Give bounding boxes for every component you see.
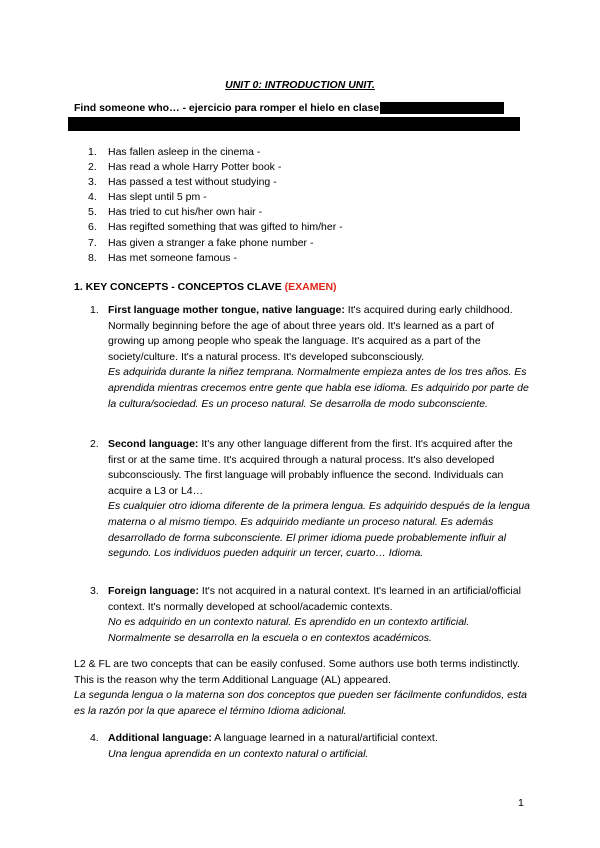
list-text: Has passed a test without studying - (108, 176, 277, 189)
list-item (88, 205, 343, 220)
concept-number: 2. (90, 438, 99, 450)
exam-tag: (EXAMEN) (284, 281, 337, 293)
list-number: 6. (88, 221, 97, 234)
find-someone-heading (74, 102, 504, 115)
concept-definition-es: Es cualquier otro idioma diferente de la primera lengua. Es adquirido después de la lengua materna o al mismo tiempo. Es adquirido mediante un proceso natural. Es además desarrollado de forma subconsciente. El primer idioma puede probablemente influir al segundo. Los individuos pueden adquirir un tercer, cuarto… Idioma. (108, 500, 531, 560)
paragraph-en: L2 & FL are two concepts that can be easily confused. Some authors use both terms indistinctly. This is the reason why the term Additional Language (AL) appeared. (74, 658, 520, 686)
concept-definition-en: A language learned in a natural/artificial context. (211, 732, 438, 744)
concept-definition-en: It's not acquired in a natural context. It's learned in an artificial/official context. It's normally developed at school/academic contexts. (108, 585, 521, 613)
list-text: Has met someone famous - (108, 251, 237, 264)
list-number: 1. (88, 146, 97, 158)
section-heading-text: 1. KEY CONCEPTS - CONCEPTOS CLAVE (74, 281, 285, 293)
list-item (88, 251, 343, 266)
list-number: 3. (88, 176, 97, 189)
l2-fl-paragraph (74, 657, 534, 719)
concept-definition-es: Es adquirida durante la niñez temprana. Normalmente empieza antes de los tres años. Es aprendida mientras crecemos entre gente que habla ese idioma. Es adquirido por parte de la cultura/sociedad. Es un proceso natural. Se desarrolla de modo subconsciente. (108, 366, 529, 410)
concept-second-language (90, 437, 530, 562)
concept-definition-en: It's acquired during early childhood. Normally beginning before the age of about three years old. It's learned as a part of growing up among people who speak the language. It's acquired as a part of the society/culture. It's a natural process. It's developed subconsciously. (108, 304, 513, 363)
concept-number: 3. (90, 585, 99, 597)
list-text: Has given a stranger a fake phone number - (108, 236, 314, 249)
list-text: Has read a whole Harry Potter book - (108, 161, 282, 174)
concept-definition-en: It's any other language different from the first. It's acquired after the first or at the same time. It's acquired through a natural process. It's also developed subconsciously. The first language will probably influence the second. Individuals can acquire a L3 or L4… (108, 438, 513, 497)
concept-additional-language (90, 731, 530, 762)
concept-definition-es: No es adquirido en un contexto natural. Es aprendido en un contexto artificial. Normalmente se desarrolla en la escuela o en contextos académicos. (108, 616, 470, 644)
list-item (88, 220, 343, 235)
list-number: 4. (88, 191, 97, 204)
redaction-bar (380, 102, 504, 114)
list-number: 2. (88, 161, 97, 174)
concept-term: Additional language: (108, 732, 212, 744)
concept-number: 1. (90, 304, 99, 316)
concept-term: First language mother tongue, native language: (108, 304, 345, 316)
section-heading (74, 281, 337, 293)
list-text: Has slept until 5 pm - (108, 191, 207, 204)
list-text: Has fallen asleep in the cinema - (108, 146, 261, 158)
list-number: 7. (88, 236, 97, 249)
concept-term: Second language: (108, 438, 199, 450)
list-item (88, 175, 343, 190)
list-item (88, 160, 343, 175)
list-text: Has regifted something that was gifted to him/her - (108, 221, 343, 234)
list-number: 5. (88, 206, 97, 219)
page-number: 1 (518, 797, 524, 809)
list-text: Has tried to cut his/her own hair - (108, 206, 263, 219)
concept-definition-es: Una lengua aprendida en un contexto natural o artificial. (108, 747, 369, 760)
concept-number: 4. (90, 732, 99, 744)
list-item (88, 236, 343, 251)
list-number: 8. (88, 251, 97, 264)
unit-title: UNIT 0: INTRODUCTION UNIT. (225, 79, 375, 91)
find-someone-text: Find someone who… - ejercicio para romper el hielo en clase (74, 102, 380, 114)
paragraph-es: La segunda lengua o la materna son dos conceptos que pueden ser fácilmente confundidos, esta es la razón por la que aparece el término Idioma adicional. (74, 689, 527, 717)
find-someone-list (88, 145, 343, 266)
concept-term: Foreign language: (108, 585, 200, 597)
list-item (88, 145, 343, 160)
concept-foreign-language (90, 584, 530, 646)
concept-first-language (90, 303, 530, 412)
list-item (88, 190, 343, 205)
redaction-bar (68, 117, 520, 131)
